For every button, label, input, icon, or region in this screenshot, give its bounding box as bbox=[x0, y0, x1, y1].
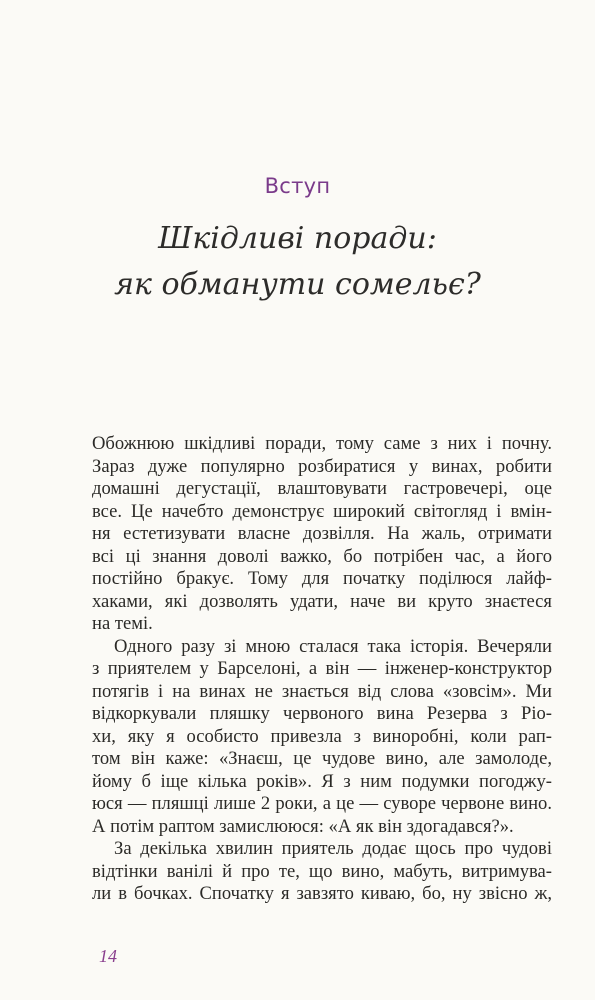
page-number: 14 bbox=[99, 946, 117, 966]
text-line: хи, яку я особисто привезла з винoробні, коли рап- bbox=[92, 725, 552, 747]
text-line: За декілька хвилин приятель додає щось про чудові bbox=[114, 838, 552, 859]
text-line: домашні дегустації, влаштовувати гастровечері, оце bbox=[92, 478, 552, 499]
text-line: йому б іще кілька років». Я з ним подумки погоджу- bbox=[92, 770, 552, 792]
text-line: хаками, які дозволять удати, наче ви круто знаєтеся bbox=[92, 590, 552, 612]
body-text bbox=[92, 433, 552, 906]
chapter-title-line-2: як обманути сомельє? bbox=[114, 267, 481, 302]
text-line: Одного разу зі мною сталася така історія. Вечеряли bbox=[114, 635, 552, 657]
text-line: том він каже: «Знаєш, це чудове вино, але замолоде, bbox=[92, 748, 552, 769]
text-line: ли в бочках. Спочатку я завзято киваю, бо, ну звісно ж, bbox=[92, 883, 552, 904]
text-line: відтінки ванілі й про те, що вино, мабуть, витримува- bbox=[92, 860, 552, 882]
text-line: постійно бракує. Тому для початку поділюся лайф- bbox=[92, 568, 552, 589]
text-line: ня естетизувати власне дозвілля. На жаль, отримати bbox=[92, 523, 552, 544]
text-line: на темі. bbox=[92, 613, 153, 634]
section-label: Вступ bbox=[264, 174, 331, 198]
text-line: Обожнюю шкідливі поради, тому саме з них і почну. bbox=[92, 433, 552, 454]
text-line: всі ці знання доволі важко, бо потрібен час, а його bbox=[92, 545, 552, 567]
text-line: відкоркували пляшку червоного вина Резерва з Ріо- bbox=[92, 703, 552, 724]
text-line: все. Це начебто демонструє широкий світогляд і вмін- bbox=[92, 500, 552, 522]
text-line: А потім раптом замислююся: «А як він здогадався?». bbox=[92, 815, 514, 837]
text-line: з приятелем у Барселоні, а він — інженер-конструктор bbox=[92, 658, 552, 679]
chapter-title bbox=[0, 216, 595, 308]
text-line: Зараз дуже популярно розбиратися у винах, робити bbox=[92, 455, 552, 477]
chapter-title-line-1: Шкідливі поради: bbox=[158, 221, 437, 256]
text-line: юся — пляшці лише 2 роки, а це — суворе червоне вино. bbox=[92, 793, 552, 814]
text-line: потягів і на винах не знається від слова «зовсім». Ми bbox=[92, 680, 552, 702]
